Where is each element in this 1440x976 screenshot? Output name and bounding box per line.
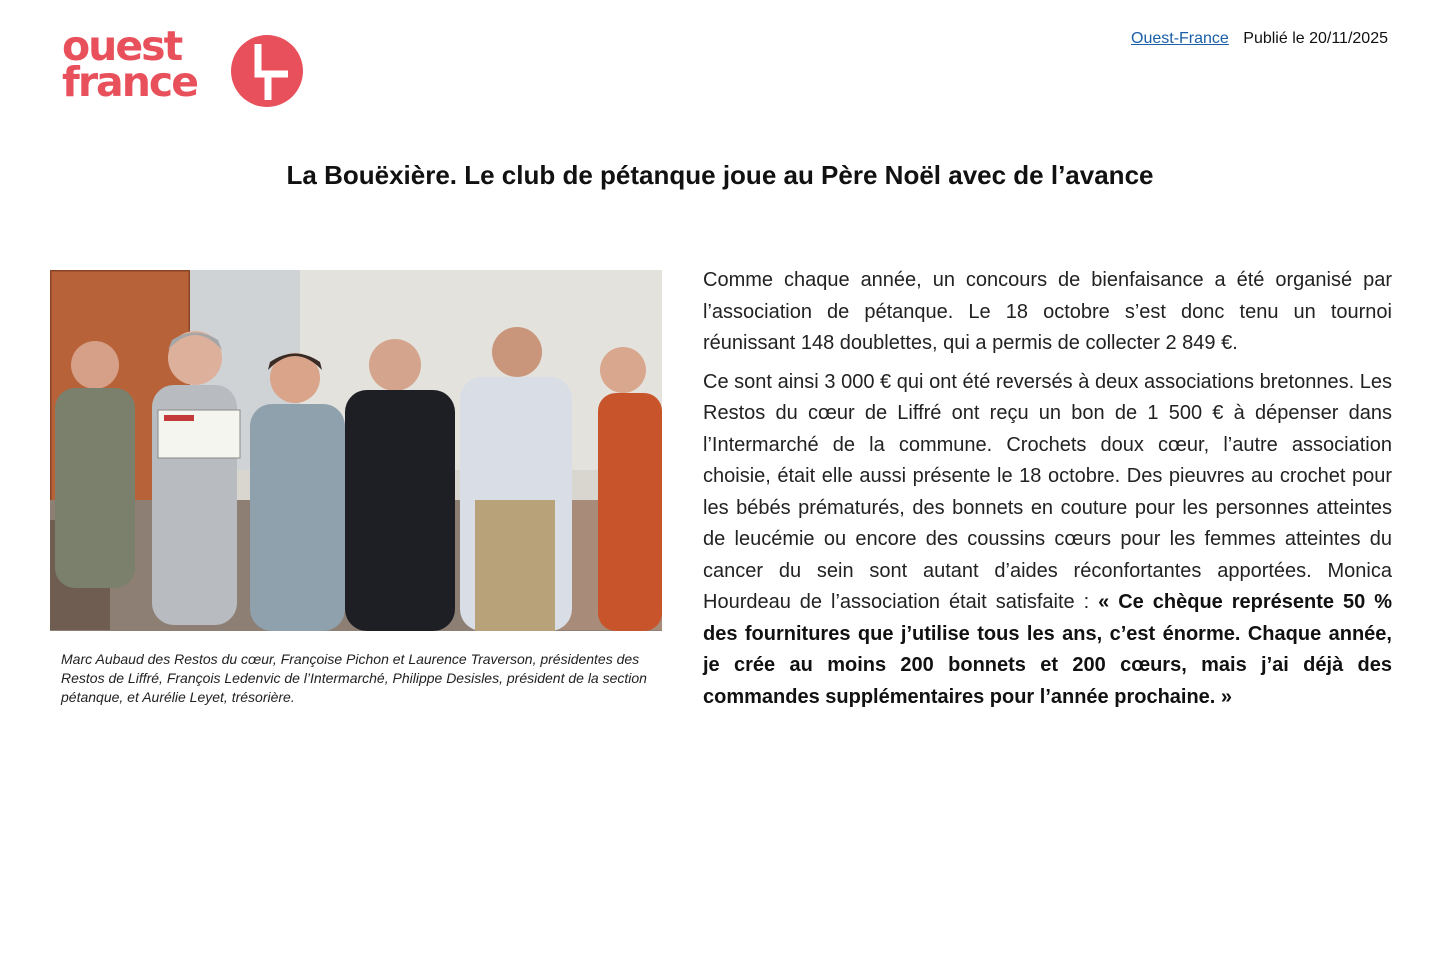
article-photo xyxy=(50,270,662,631)
article-body xyxy=(703,265,1392,720)
logo-wordmark xyxy=(62,22,198,106)
article-paragraph-2 xyxy=(703,367,1392,714)
source-link[interactable]: Ouest-France xyxy=(1131,30,1229,47)
ouest-france-logo xyxy=(62,22,312,110)
photo-caption: Marc Aubaud des Restos du cœur, Françoise Pichon et Laurence Traverson, présidentes des Restos de Liffré, François Ledenvic de l’Intermarché, Philippe Desisles, président de la section pétanque, et Aurélie Leyet, trésorière. xyxy=(61,651,647,705)
paragraph-2-text: Ce sont ainsi 3 000 € qui ont été reversés à deux associations bretonnes. Les Restos du cœur de Liffré ont reçu un bon de 1 500 € à dépenser dans l’Intermarché de la commune. Crochets doux cœur, l’autre association choisie, était elle aussi présente le 18 octobre. Des pieuvres au crochet pour les bébés prématurés, des bonnets en couture pour les personnes atteintes de leucémie ou encore des coussins cœurs pour les femmes atteintes du cancer du sein sont autant d’aides réconfortantes apportées. Monica Hourdeau de l’association était satisfaite : xyxy=(703,370,1392,613)
logo-line-france: france xyxy=(62,58,198,106)
logo-line-ouest: ouest xyxy=(62,22,182,70)
logo-circle-icon xyxy=(230,34,304,108)
group-photo-illustration xyxy=(50,270,662,631)
article-quote: « Ce chèque représente 50 % des fournitures que j’utilise tous les ans, c’est énorme. Chaque année, je crée au moins 200 bonnets et 200 cœurs, mais j’ai déjà des commandes supplémentaires pour l’année prochaine. » xyxy=(703,591,1392,708)
publish-date: Publié le 20/11/2025 xyxy=(1243,30,1388,47)
article-headline: La Bouëxière. Le club de pétanque joue au Père Noël avec de l’avance xyxy=(286,160,1154,190)
article-paragraph-1: Comme chaque année, un concours de bienfaisance a été organisé par l’association de pétanque. Le 18 octobre s’est donc tenu un tournoi réunissant 148 doublettes, qui a permis de collecter 2 849 €. xyxy=(703,269,1392,354)
publication-meta xyxy=(1131,29,1388,49)
